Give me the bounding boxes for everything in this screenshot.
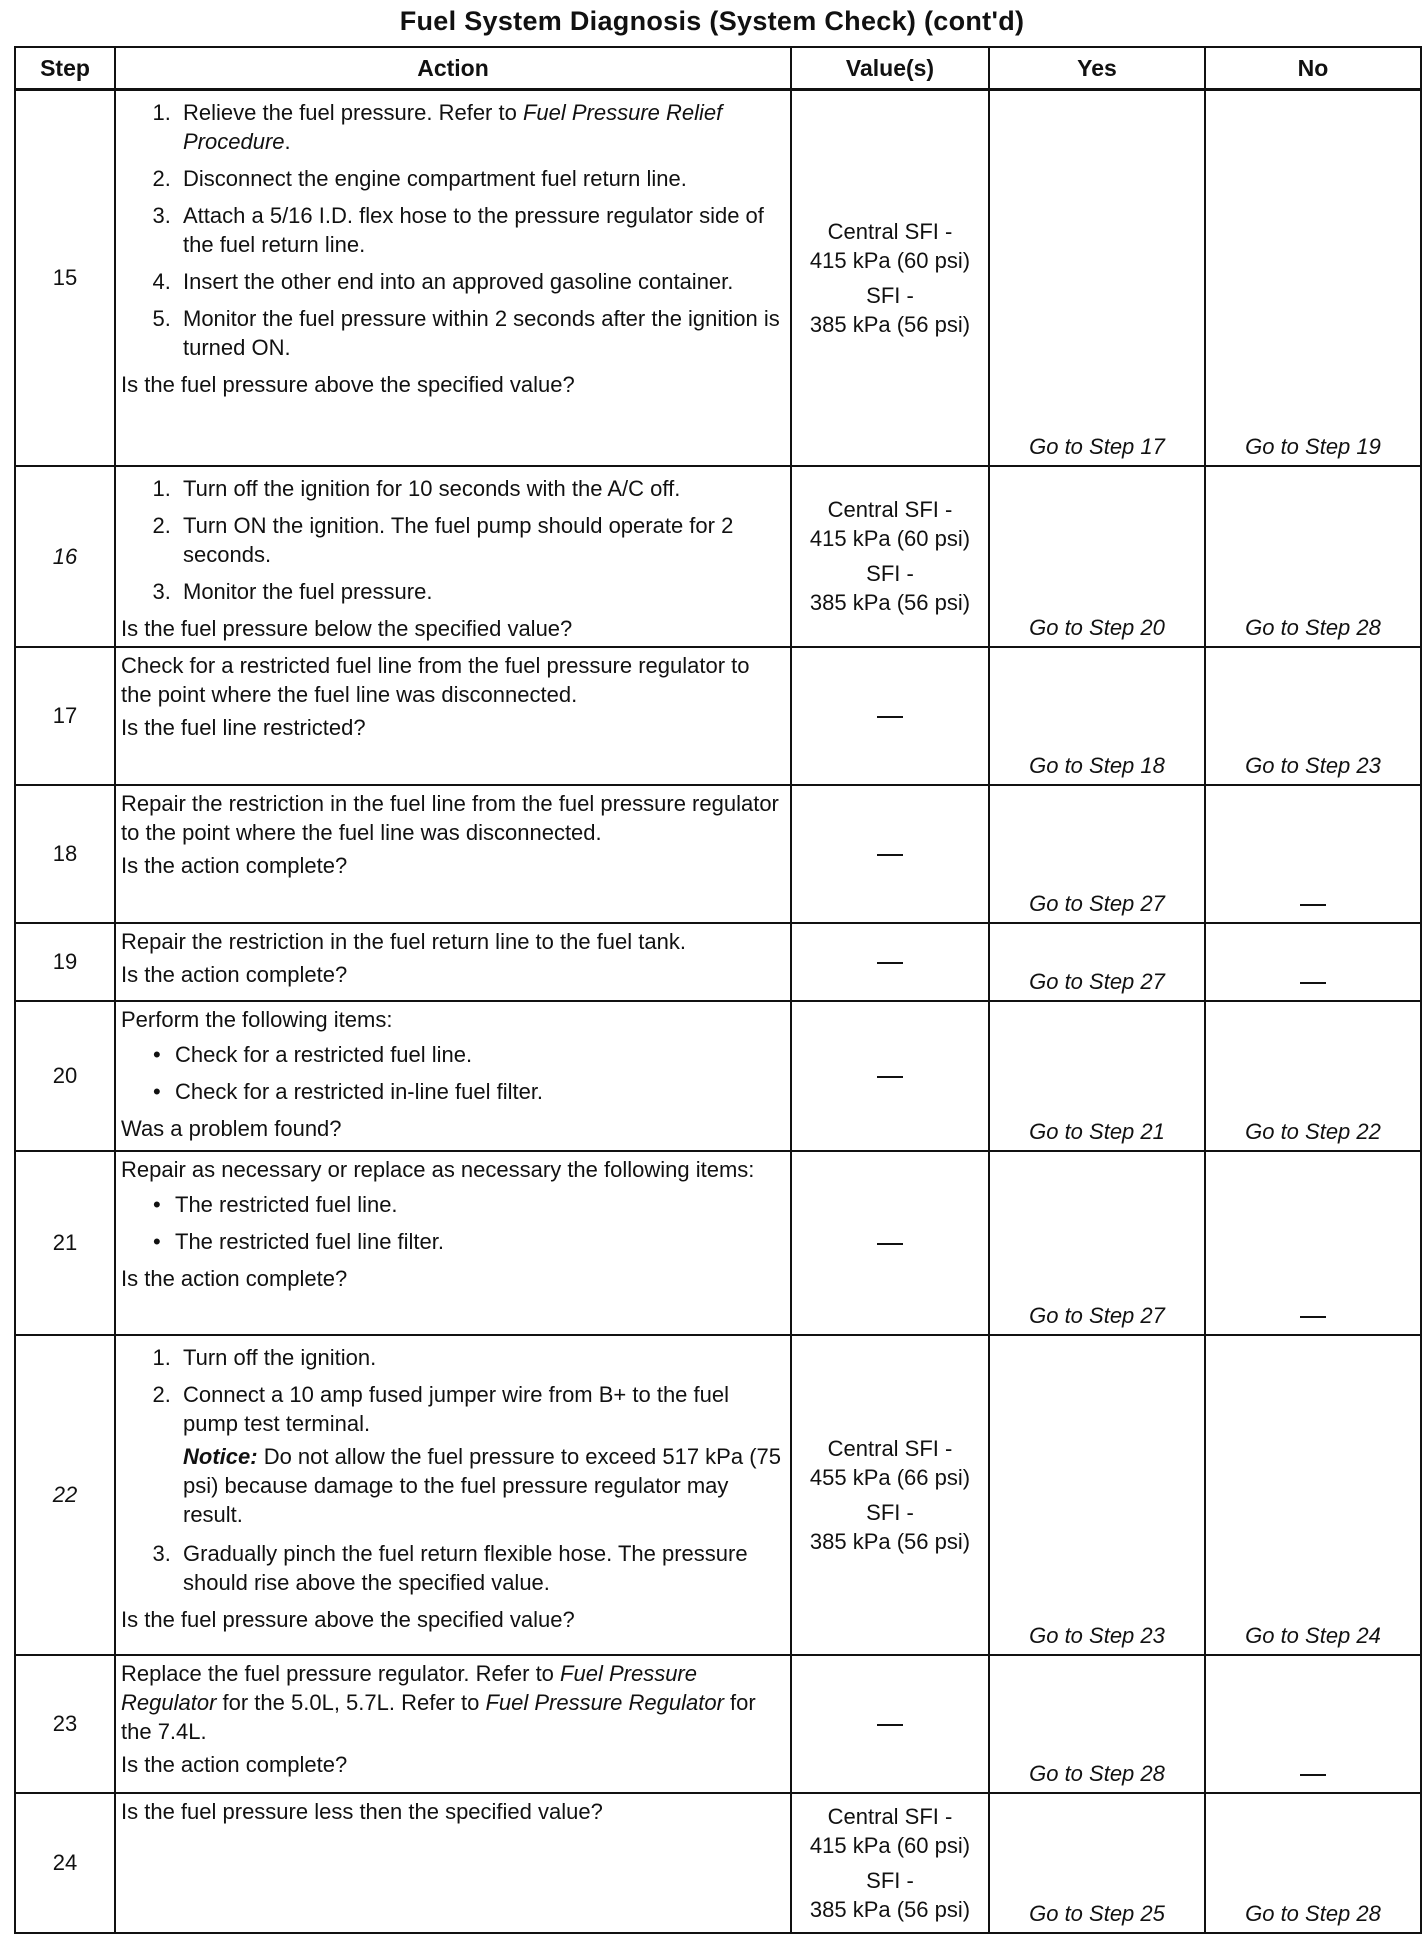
header-step: Step xyxy=(15,47,115,90)
no-cell: Go to Step 28 xyxy=(1205,466,1421,647)
yes-cell: Go to Step 27 xyxy=(989,785,1205,923)
action-cell xyxy=(115,923,791,1001)
question-text: Is the action complete? xyxy=(121,852,348,878)
dash-mark xyxy=(877,1243,903,1245)
action-cell xyxy=(115,466,791,647)
step-number: 23 xyxy=(15,1655,115,1793)
table-row xyxy=(15,1001,1421,1151)
dash-mark xyxy=(1300,982,1326,984)
value-cell xyxy=(791,647,989,785)
question-text: Is the fuel line restricted? xyxy=(121,714,366,740)
value-cell xyxy=(791,1655,989,1793)
question-text: Is the fuel pressure less then the specified value? xyxy=(121,1798,603,1824)
header-yes: Yes xyxy=(989,47,1205,90)
value-cell: Central SFI - 415 kPa (60 psi) SFI - 385 kPa (56 psi) xyxy=(791,90,989,466)
list-item: • The restricted fuel line filter. xyxy=(175,1227,782,1256)
action-cell xyxy=(115,785,791,923)
table-row xyxy=(15,647,1421,785)
no-cell xyxy=(1205,785,1421,923)
step-number: 22 xyxy=(15,1335,115,1655)
table-row xyxy=(15,1655,1421,1793)
value-cell xyxy=(791,1151,989,1335)
action-text: Replace the fuel pressure regulator. Refer to Fuel Pressure Regulator for the 5.0L, 5.7L. Refer to Fuel Pressure Regulator for the 7.4L. xyxy=(121,1660,756,1744)
header-no: No xyxy=(1205,47,1421,90)
dash-mark xyxy=(1300,1316,1326,1318)
value-cell: Central SFI - 455 kPa (66 psi) SFI - 385 kPa (56 psi) xyxy=(791,1335,989,1655)
notice-text: Notice: Do not allow the fuel pressure to exceed 517 kPa (75 psi) because damage to the fuel pressure regulator may result. xyxy=(183,1443,781,1527)
table-row xyxy=(15,785,1421,923)
question-text: Is the action complete? xyxy=(121,961,348,987)
list-item: 1. Relieve the fuel pressure. Refer to Fuel Pressure Relief Procedure. xyxy=(177,98,782,156)
value-cell xyxy=(791,785,989,923)
dash-mark xyxy=(1300,904,1326,906)
step-number: 15 xyxy=(15,90,115,466)
list-item: 3. Gradually pinch the fuel return flexible hose. The pressure should rise above the specified value. xyxy=(177,1539,782,1597)
action-text: Perform the following items: xyxy=(121,1006,393,1032)
no-cell: Go to Step 22 xyxy=(1205,1001,1421,1151)
no-cell: Go to Step 19 xyxy=(1205,90,1421,466)
step-number: 17 xyxy=(15,647,115,785)
no-cell xyxy=(1205,1655,1421,1793)
header-values: Value(s) xyxy=(791,47,989,90)
reference-link-text: Fuel Pressure Relief Procedure xyxy=(183,100,723,154)
list-item: 1. Turn off the ignition for 10 seconds with the A/C off. xyxy=(177,474,782,503)
action-cell xyxy=(115,1655,791,1793)
no-cell: Go to Step 24 xyxy=(1205,1335,1421,1655)
action-cell xyxy=(115,647,791,785)
yes-cell: Go to Step 17 xyxy=(989,90,1205,466)
step-number: 19 xyxy=(15,923,115,1001)
question-text: Is the fuel pressure above the specified value? xyxy=(121,372,575,397)
step-number: 21 xyxy=(15,1151,115,1335)
dash-mark xyxy=(877,1724,903,1726)
value-cell: Central SFI - 415 kPa (60 psi) SFI - 385 kPa (56 psi) xyxy=(791,1793,989,1933)
table-row xyxy=(15,1793,1421,1933)
action-steps xyxy=(121,474,782,606)
page-title: Fuel System Diagnosis (System Check) (cont'd) xyxy=(399,6,1025,36)
step-number: 20 xyxy=(15,1001,115,1151)
list-item: • The restricted fuel line. xyxy=(175,1190,782,1219)
dash-mark xyxy=(1300,1774,1326,1776)
list-item: 3. Monitor the fuel pressure. xyxy=(177,577,782,606)
bullet-list xyxy=(121,1040,782,1106)
yes-cell: Go to Step 27 xyxy=(989,1151,1205,1335)
action-cell xyxy=(115,1151,791,1335)
list-item: 2. Connect a 10 amp fused jumper wire from B+ to the fuel pump test terminal. Notice: Do not allow the fuel pressure to exceed 517 kPa (75 psi) because damage to the fuel pressure regulator may result. xyxy=(177,1380,782,1529)
table-row xyxy=(15,1151,1421,1335)
list-item: 2. Disconnect the engine compartment fuel return line. xyxy=(177,164,782,193)
no-cell: Go to Step 23 xyxy=(1205,647,1421,785)
dash-mark xyxy=(877,1076,903,1078)
list-item: 5. Monitor the fuel pressure within 2 seconds after the ignition is turned ON. xyxy=(177,304,782,362)
no-cell xyxy=(1205,1151,1421,1335)
yes-cell: Go to Step 25 xyxy=(989,1793,1205,1933)
dash-mark xyxy=(877,716,903,718)
header-row xyxy=(15,47,1421,90)
header-action: Action xyxy=(115,47,791,90)
step-number: 16 xyxy=(15,466,115,647)
action-steps xyxy=(121,1343,782,1597)
action-cell xyxy=(115,90,791,466)
table-row xyxy=(15,923,1421,1001)
yes-cell: Go to Step 28 xyxy=(989,1655,1205,1793)
dash-mark xyxy=(877,962,903,964)
list-item: 2. Turn ON the ignition. The fuel pump should operate for 2 seconds. xyxy=(177,511,782,569)
yes-cell: Go to Step 18 xyxy=(989,647,1205,785)
action-text: Repair as necessary or replace as necessary the following items: xyxy=(121,1156,755,1182)
yes-cell: Go to Step 23 xyxy=(989,1335,1205,1655)
action-text: Check for a restricted fuel line from the fuel pressure regulator to the point where the fuel line was disconnected. xyxy=(121,652,750,707)
list-item: 3. Attach a 5/16 I.D. flex hose to the pressure regulator side of the fuel return line. xyxy=(177,201,782,259)
yes-cell: Go to Step 21 xyxy=(989,1001,1205,1151)
table-row xyxy=(15,90,1421,466)
value-cell xyxy=(791,923,989,1001)
yes-cell: Go to Step 27 xyxy=(989,923,1205,1001)
step-number: 18 xyxy=(15,785,115,923)
question-text: Is the action complete? xyxy=(121,1265,348,1291)
list-item: 1. Turn off the ignition. xyxy=(177,1343,782,1372)
list-item: • Check for a restricted in-line fuel filter. xyxy=(175,1077,782,1106)
table-row xyxy=(15,466,1421,647)
no-cell xyxy=(1205,923,1421,1001)
list-item: 4. Insert the other end into an approved gasoline container. xyxy=(177,267,782,296)
action-cell xyxy=(115,1793,791,1933)
question-text: Is the fuel pressure below the specified value? xyxy=(121,615,573,641)
action-cell xyxy=(115,1335,791,1655)
value-cell: Central SFI - 415 kPa (60 psi) SFI - 385 kPa (56 psi) xyxy=(791,466,989,647)
list-item: • Check for a restricted fuel line. xyxy=(175,1040,782,1069)
table-row xyxy=(15,1335,1421,1655)
action-steps xyxy=(121,98,782,362)
question-text: Is the fuel pressure above the specified value? xyxy=(121,1606,575,1632)
yes-cell: Go to Step 20 xyxy=(989,466,1205,647)
question-text: Is the action complete? xyxy=(121,1751,348,1777)
value-cell xyxy=(791,1001,989,1151)
no-cell: Go to Step 28 xyxy=(1205,1793,1421,1933)
question-text: Was a problem found? xyxy=(121,1115,342,1141)
action-text: Repair the restriction in the fuel line from the fuel pressure regulator to the point where the fuel line was disconnected. xyxy=(121,790,779,845)
bullet-list xyxy=(121,1190,782,1256)
diagnosis-table xyxy=(14,46,1422,1934)
dash-mark xyxy=(877,854,903,856)
action-cell xyxy=(115,1001,791,1151)
action-text: Repair the restriction in the fuel return line to the fuel tank. xyxy=(121,928,686,954)
step-number: 24 xyxy=(15,1793,115,1933)
